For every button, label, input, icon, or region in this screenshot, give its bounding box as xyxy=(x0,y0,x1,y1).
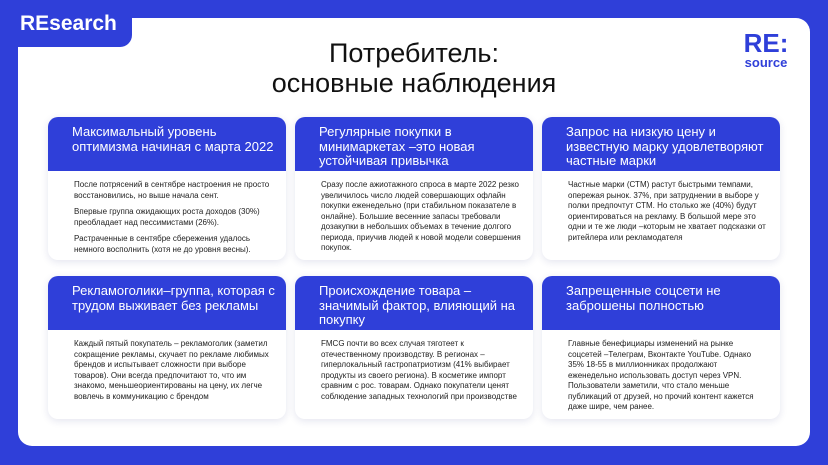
card-paragraph: Впервые группа ожидающих роста доходов (30%) преобладает над пессимистами (26%). xyxy=(74,207,260,227)
card-heading: Регулярные покупки в минимаркетах –это новая устойчивая привычка xyxy=(295,117,533,171)
title-line-1: Потребитель: xyxy=(329,38,499,68)
card-body xyxy=(48,171,286,255)
title-line-2: основные наблюдения xyxy=(271,68,557,98)
card-body xyxy=(48,330,286,402)
card-body xyxy=(542,171,780,243)
resource-logo xyxy=(738,30,794,70)
logo-line-1: RE: xyxy=(743,28,789,58)
card-heading: Происхождение товара – значимый фактор, влияющий на покупку xyxy=(295,276,533,330)
card-paragraph: Сразу после ажиотажного спроса в марте 2022 резко увеличилось число людей совершающих офлайн покупки еженедельно (при стабильном показателе в онлайне). Большие весенние запасы требовали дозакупки в небольших объемах в течение долгого периода, приучив людей к новой модели совершения покупок. xyxy=(321,180,521,252)
brand-tag: REsearch xyxy=(0,0,132,47)
logo-line-2: source xyxy=(744,55,788,70)
card-body xyxy=(542,330,780,413)
card-paragraph: FMCG почти во всех случая тяготеет к отечественному производству. В регионах – гиперлокальный гастропатриотизм (41% выбирает продукты из своего региона). В косметике импорт сравним с рос. товарам. Однако покупатели ценят соблюдение западных технологий при производстве xyxy=(321,339,517,401)
card-optimism xyxy=(48,117,286,260)
card-heading: Запрещенные соцсети не заброшены полностью xyxy=(542,276,780,330)
card-paragraph: Частные марки (СТМ) растут быстрыми темпами, опережая рынок. 37%, при затруднении в выборе у полки предпочтут СТМ. Но столько же (40%) будут ориентироваться на рекламу. В большой мере это одни и те же люди –которым не хватает подсказки от ритейлера или рекламодателя xyxy=(568,180,766,242)
card-minimarkets xyxy=(295,117,533,260)
card-banned-social xyxy=(542,276,780,419)
card-private-labels xyxy=(542,117,780,260)
card-heading: Рекламоголики–группа, которая с трудом выживает без рекламы xyxy=(48,276,286,330)
card-paragraph: Каждый пятый покупатель – рекламоголик (заметил сокращение рекламы, скучает по рекламе любимых брендов и испытывает сложности при выборе товаров). Они всегда предпочитают то, что им знакомо, меньшеориентированы на цену, их легче вовлечь в коммуникацию с брендом xyxy=(74,339,269,401)
card-paragraph: Главные бенефициары изменений на рынке соцсетей –Телеграм, Вконтакте YouTube. Однако 35% 18-55 в миллионниках продолжают еженедельно использовать доступ через VPN. Пользователи заметили, что стало меньше публикаций от друзей, но прочий контент кажется даже шире, чем ранее. xyxy=(568,339,754,411)
card-adaholics xyxy=(48,276,286,419)
page-title xyxy=(0,38,828,98)
card-paragraph: После потрясений в сентябре настроения не просто восстановились, но выше начала сент. xyxy=(74,180,270,200)
card-body xyxy=(295,171,533,254)
card-heading: Максимальный уровень оптимизма начиная с марта 2022 xyxy=(48,117,286,171)
card-heading: Запрос на низкую цену и известную марку удовлетворяют частные марки xyxy=(542,117,780,171)
card-product-origin xyxy=(295,276,533,419)
card-paragraph: Растраченные в сентябре сбережения удалось немного восполнить (хотя не до уровня весны). xyxy=(74,234,251,254)
card-body xyxy=(295,330,533,402)
